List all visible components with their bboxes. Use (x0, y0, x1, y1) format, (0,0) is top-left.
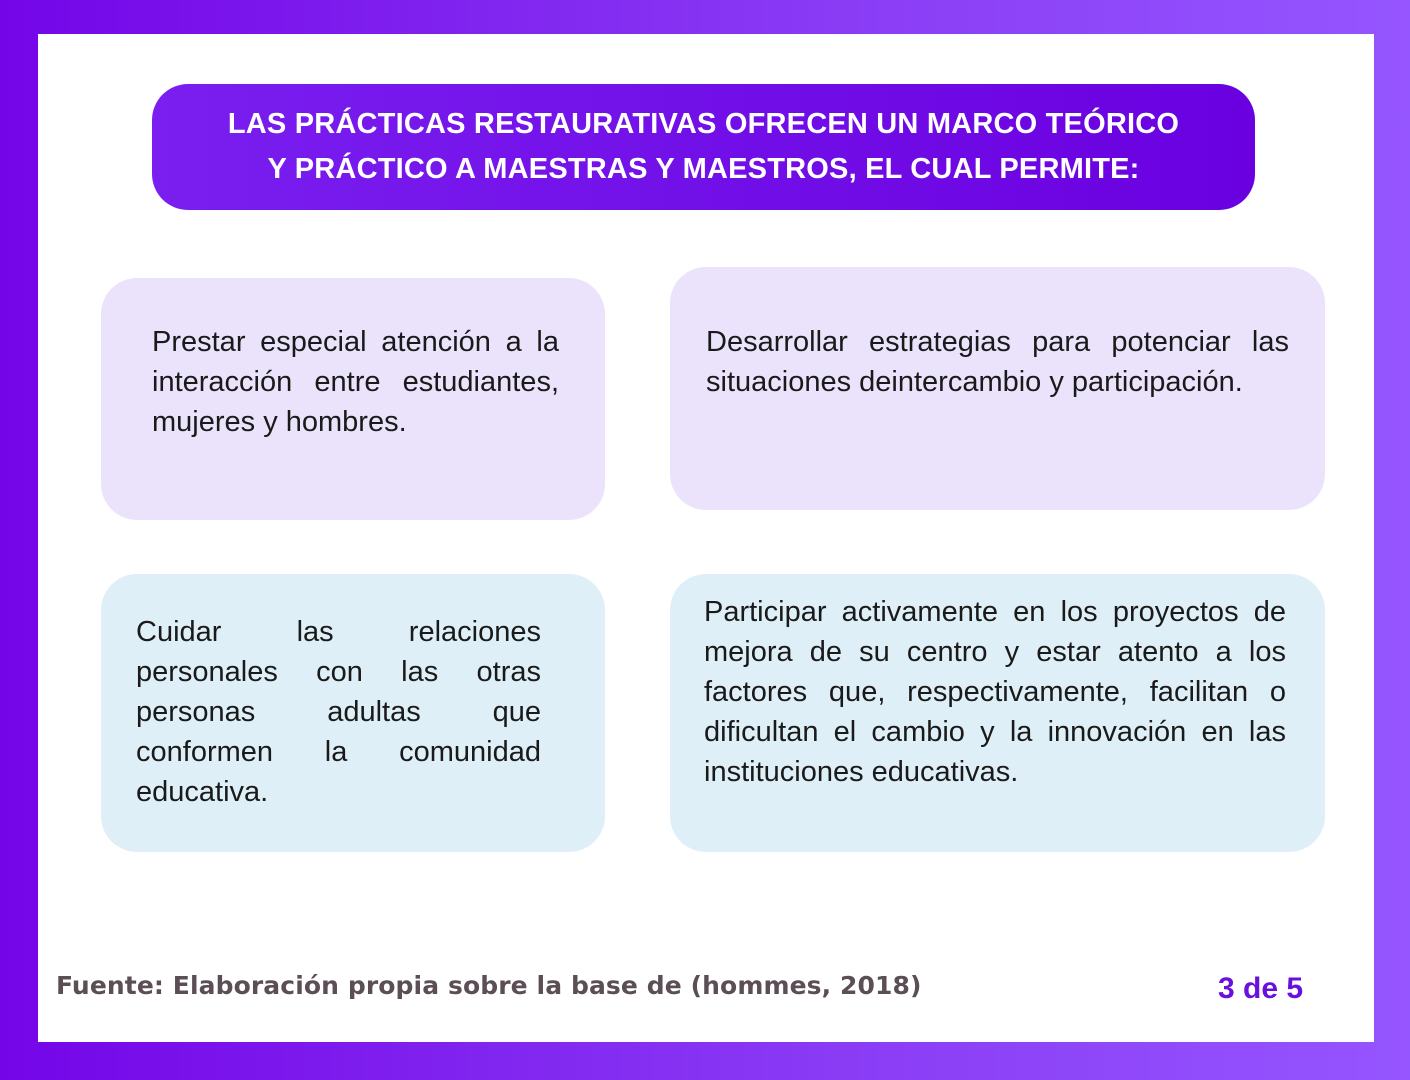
card-text: Participar activamente en los proyectos de mejora de su centro y estar atento a los factores que, respectivamente, facilitan o dificultan el cambio y la innovación en las instituciones educativas. (704, 596, 1286, 788)
title-line-2: Y PRÁCTICO A MAESTRAS Y MAESTROS, EL CUAL PERMITE: (267, 153, 1140, 185)
card-attention-interaction (101, 278, 605, 520)
content-panel (38, 34, 1374, 1042)
title-line-1: LAS PRÁCTICAS RESTAURATIVAS OFRECEN UN MARCO TEÓRICO (227, 108, 1180, 140)
title-banner (152, 84, 1255, 210)
card-text: Desarrollar estrategias para potenciar las situaciones deintercambio y participación. (706, 326, 1289, 398)
source-caption: Fuente: Elaboración propia sobre la base de (hommes, 2018) (56, 971, 922, 1000)
card-text: Cuidar las relaciones personales con las otras personas adultas que conformen la comunidad educativa. (136, 616, 541, 808)
card-develop-strategies (670, 267, 1325, 510)
page-indicator: 3 de 5 (1218, 972, 1304, 1005)
card-participate-projects (670, 574, 1325, 852)
title-text (228, 102, 1179, 192)
card-care-relationships (101, 574, 605, 852)
card-text: Prestar especial atención a la interacción entre estudiantes, mujeres y hombres. (152, 326, 559, 438)
